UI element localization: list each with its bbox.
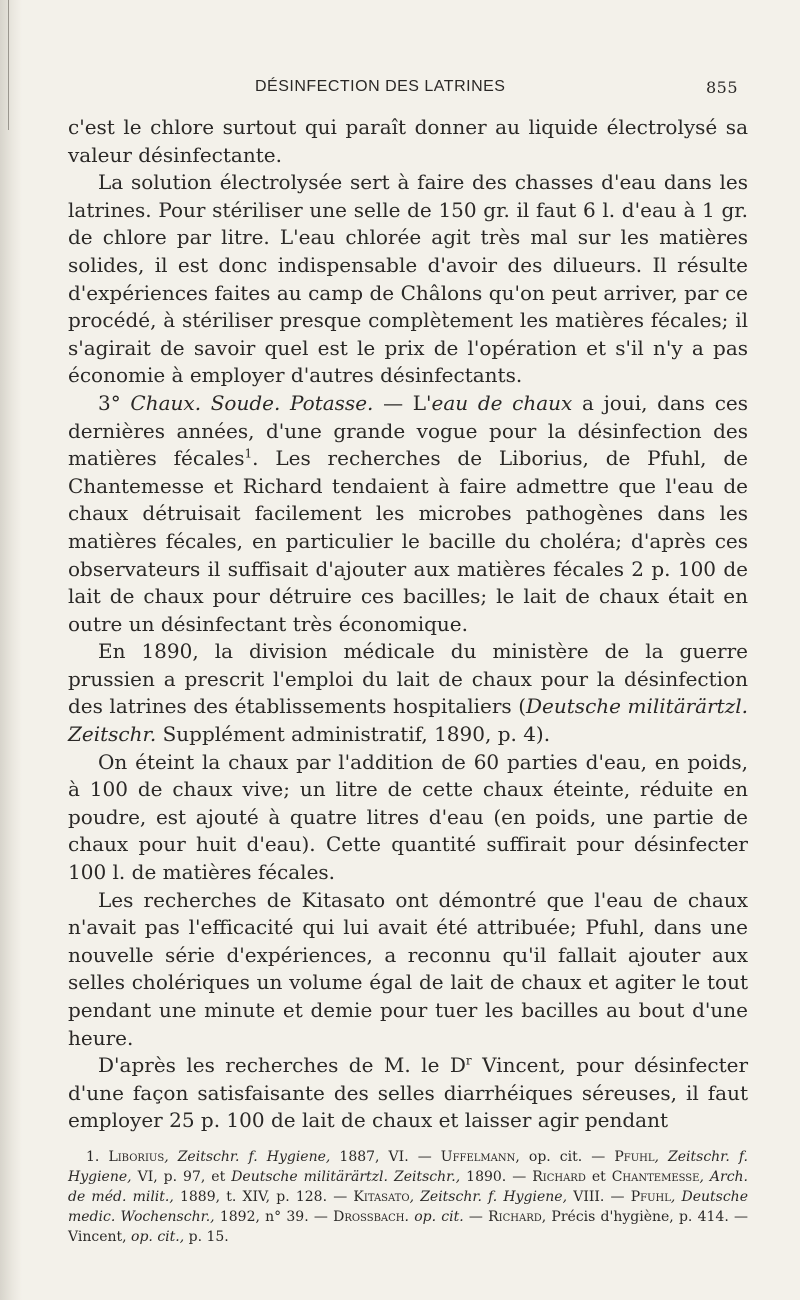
detail: VIII. — <box>567 1189 631 1205</box>
detail: et <box>585 1169 612 1185</box>
footnote-number: 1. <box>86 1149 100 1165</box>
paragraph-2: La solution électrolysée sert à faire des chasses d'eau dans les latrines. Pour stériliser une selle de 150 gr. il faut 6 l. d'eau à 1 gr. de chlore par litre. L'eau chlorée agit très mal sur les matières solides, il est donc indispensable d'avoir des dilueurs. Il résulte d'expériences faites au camp de Châlons qu'on peut arriver, par ce procédé, à stériliser presque complètement les matières fécales; il s'agirait de savoir quel est le prix de l'opération et s'il n'y a pas économie à employer d'autres désinfectants. <box>68 170 748 388</box>
dash: — <box>373 390 413 415</box>
source: op. cit., <box>131 1229 185 1245</box>
detail: 1887, VI. — <box>330 1149 441 1165</box>
paragraph-7 <box>68 1052 748 1135</box>
paragraph-7-text-a: D'après les recherches de M. le D <box>98 1053 466 1078</box>
footnote-1 <box>68 1147 748 1247</box>
paragraph-7-text-b: Vincent, pour désinfecter d'une façon satisfaisante des selles diarrhéiques séreuses, il faut employer 25 p. 100 de lait de chaux et laisser agir pendant <box>68 1053 748 1133</box>
source: , Arch. de méd. milit., <box>68 1169 749 1205</box>
paragraph-3-text-a: a joui, dans ces dernières années, d'une grande vogue pour la désinfection des matières fécales <box>68 390 749 471</box>
paragraph-4 <box>68 638 748 748</box>
running-head-title: DÉSINFECTION DES LATRINES <box>255 78 506 95</box>
page-edge-line <box>8 0 9 130</box>
doctor-superscript: r <box>465 1053 472 1068</box>
journal-title: Deutsche militärärtzl. Zeitschr. <box>68 694 748 747</box>
detail: 1889, t. XIV, p. 128. — <box>173 1189 354 1205</box>
section-number: 3° <box>98 390 121 415</box>
author-uffelmann: Uffelmann <box>440 1149 516 1165</box>
source: . op. cit. <box>404 1209 464 1225</box>
page-edge-shadow <box>0 0 22 1300</box>
detail: 1890. — <box>460 1169 533 1185</box>
detail: , op. cit. — <box>515 1149 615 1165</box>
paragraph-3 <box>68 390 748 638</box>
article-l: L' <box>412 390 432 415</box>
detail: 1892, n° 39. — <box>214 1209 334 1225</box>
detail: — <box>463 1209 489 1225</box>
page-body <box>68 114 748 1135</box>
detail: VI, p. 97, et <box>131 1169 232 1185</box>
source: , Deutsche medic. Wochenschr., <box>68 1189 748 1225</box>
source: , Zeitschr. f. Hygiene, <box>68 1149 748 1185</box>
paragraph-3-text-b: . Les recherches de Liborius, de Pfuhl, de Chantemesse et Richard tendaient à faire admettre que l'eau de chaux détruisait facilement les microbes pathogènes dans les matières fécales, en particulier le bacille du choléra; d'après ces observateurs il suffisait d'ajouter aux matières fécales 2 p. 100 de lait de chaux pour détruire ces bacilles; le lait de chaux était en outre un désinfectant très économique. <box>68 446 748 636</box>
paragraph-4-text-b: Supplément administratif, 1890, p. 4). <box>156 722 551 747</box>
page-number: 855 <box>705 78 738 97</box>
paragraph-4-text-a: En 1890, la division médicale du ministère de la guerre prussien a prescrit l'emploi du lait de chaux pour la désinfection des latrines des établissements hospitaliers ( <box>68 639 748 719</box>
author-richard: Richard <box>532 1169 586 1185</box>
footnotes <box>68 1147 748 1247</box>
author-pfuhl: Pfuhl <box>630 1189 671 1205</box>
footnote-marker: 1 <box>244 446 253 461</box>
source: Deutsche militärärtzl. Zeitschr., <box>231 1169 461 1185</box>
author-liborius: Liborius <box>108 1149 165 1165</box>
source: , Zeitschr. f. Hygiene, <box>164 1149 331 1165</box>
author-richard: Richard <box>488 1209 542 1225</box>
paragraph-1: c'est le chlore surtout qui paraît donner au liquide électrolysé sa valeur désinfectante. <box>68 115 748 167</box>
author-drossbach: Drossbach <box>333 1209 405 1225</box>
author-kitasato: Kitasato <box>353 1189 410 1205</box>
detail: , Précis d'hygiène, p. 414. — Vincent, <box>68 1209 748 1245</box>
section-heading: Chaux. Soude. Potasse. <box>130 390 374 415</box>
term-eau-de-chaux: eau de chaux <box>431 390 573 415</box>
paragraph-5: On éteint la chaux par l'addition de 60 parties d'eau, en poids, à 100 de chaux vive; un litre de cette chaux éteinte, réduite en poudre, est ajouté à quatre litres d'eau (en poids, une partie de chaux pour huit d'eau). Cette quantité suffirait pour désinfecter 100 l. de matières fécales. <box>68 749 748 885</box>
author-chantemesse: Chantemesse <box>611 1169 700 1185</box>
paragraph-6: Les recherches de Kitasato ont démontré que l'eau de chaux n'avait pas l'efficacité qui lui avait été attribuée; Pfuhl, dans une nouvelle série d'expériences, a reconnu qu'il fallait ajouter aux selles cholériques un volume égal de lait de chaux et agiter le tout pendant une minute et demie pour tuer les bacilles au bout d'une heure. <box>68 887 748 1050</box>
source: , Zeitschr. f. Hygiene, <box>409 1189 568 1205</box>
author-pfuhl: Pfuhl <box>614 1149 655 1165</box>
detail: p. 15. <box>184 1229 229 1245</box>
